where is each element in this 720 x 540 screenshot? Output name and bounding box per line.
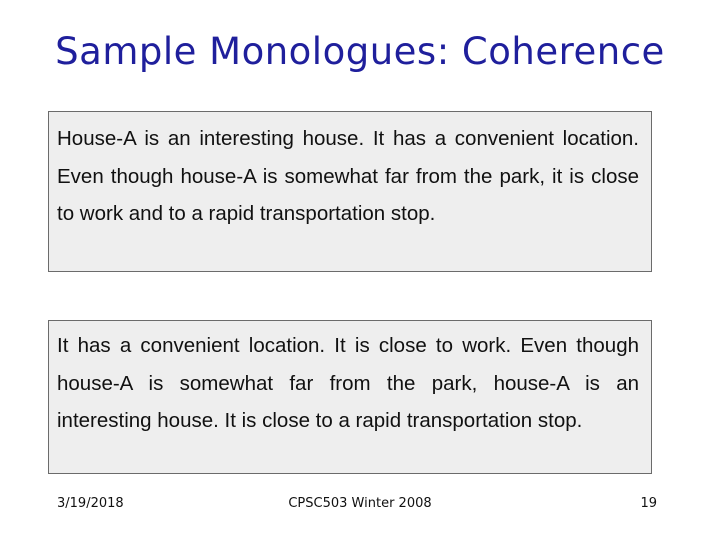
footer-date: 3/19/2018 <box>57 496 124 511</box>
monologue-box-2: It has a convenient location. It is close to work. Even though house-A is somewhat far from the park, house-A is an interesting house. It is close to a rapid transportation stop. <box>48 320 652 474</box>
monologue-box-1: House-A is an interesting house. It has a convenient location. Even though house-A is somewhat far from the park, it is close to work and to a rapid transportation stop. <box>48 111 652 272</box>
footer-course: CPSC503 Winter 2008 <box>288 496 432 511</box>
slide-title: Sample Monologues: Coherence <box>55 30 665 73</box>
footer-page-number: 19 <box>640 496 657 511</box>
